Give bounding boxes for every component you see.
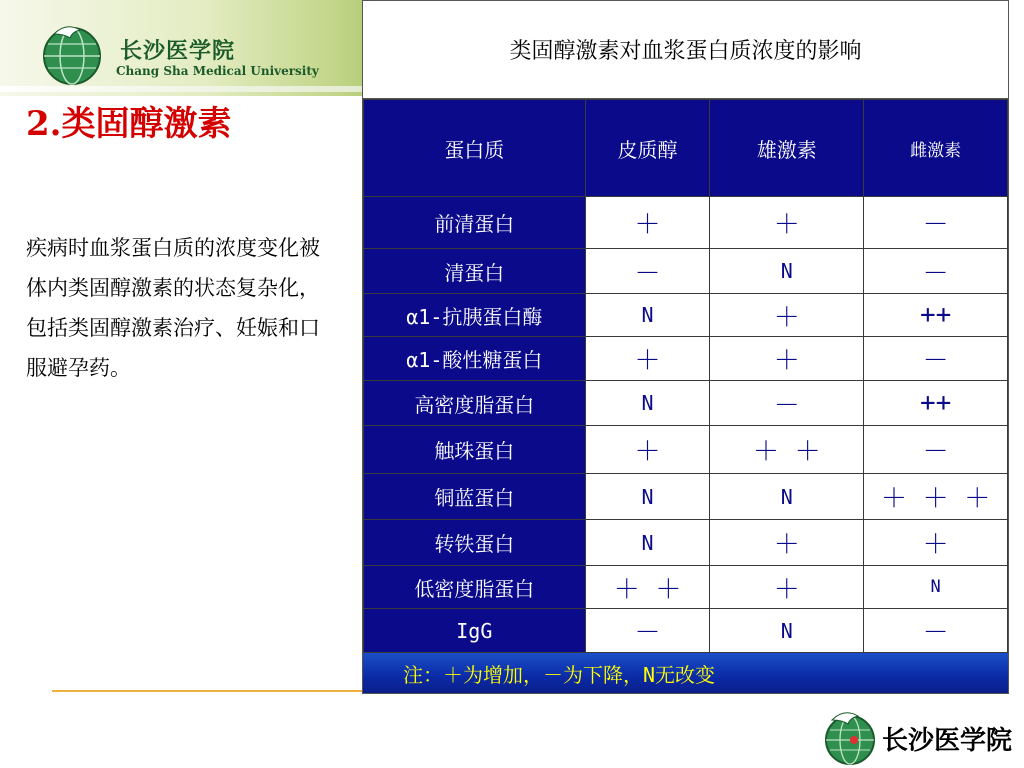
table-row [364, 426, 1008, 474]
androgen-effect: ＋ [710, 520, 864, 566]
cortisol-effect: － [585, 609, 710, 653]
androgen-effect: － [710, 381, 864, 426]
androgen-effect: ＋ ＋ [710, 426, 864, 474]
androgen-effect: ＋ [710, 294, 864, 337]
logo-english-name: Chang Sha Medical University [116, 64, 319, 78]
table-header-row [364, 100, 1008, 197]
estrogen-effect: － [864, 337, 1008, 381]
androgen-effect: ＋ [710, 566, 864, 609]
protein-name: 低密度脂蛋白 [364, 566, 586, 609]
protein-name: α1-酸性糖蛋白 [364, 337, 586, 381]
table-grid [363, 99, 1008, 653]
protein-name: α1-抗胰蛋白酶 [364, 294, 586, 337]
globe-dove-icon [818, 708, 880, 766]
cortisol-effect: ＋ ＋ [585, 566, 710, 609]
cortisol-effect: － [585, 249, 710, 294]
androgen-effect: N [710, 609, 864, 653]
logo-chinese-name: 长沙医学院 [120, 39, 236, 64]
table-row [364, 609, 1008, 653]
cortisol-effect: ＋ [585, 197, 710, 249]
protein-name: 铜蓝蛋白 [364, 474, 586, 520]
protein-name: 转铁蛋白 [364, 520, 586, 566]
androgen-effect: N [710, 249, 864, 294]
cortisol-effect: ＋ [585, 426, 710, 474]
estrogen-effect: － [864, 197, 1008, 249]
header-androgen: 雄激素 [710, 100, 864, 197]
table-note: 注：＋为增加，－为下降，N无改变 [363, 653, 1008, 693]
protein-name: 清蛋白 [364, 249, 586, 294]
protein-name: IgG [364, 609, 586, 653]
footer-logo-text: 长沙医学院 [882, 726, 1013, 756]
estrogen-effect: ++ [864, 294, 1008, 337]
table-row [364, 474, 1008, 520]
table-row [364, 566, 1008, 609]
header-protein: 蛋白质 [364, 100, 586, 197]
university-logo [36, 12, 356, 88]
protein-name: 高密度脂蛋白 [364, 381, 586, 426]
protein-name: 前清蛋白 [364, 197, 586, 249]
cortisol-effect: N [585, 381, 710, 426]
slide-title: 2.类固醇激素 [26, 104, 232, 144]
body-paragraph: 疾病时血浆蛋白质的浓度变化被体内类固醇激素的状态复杂化，包括类固醇激素治疗、妊娠和口服避孕药。 [26, 236, 320, 380]
table-row [364, 294, 1008, 337]
divider-line [52, 690, 364, 692]
protein-name: 触珠蛋白 [364, 426, 586, 474]
estrogen-effect: － [864, 249, 1008, 294]
estrogen-effect: N [864, 566, 1008, 609]
table-row [364, 381, 1008, 426]
table-row [364, 249, 1008, 294]
cortisol-effect: ＋ [585, 337, 710, 381]
androgen-effect: ＋ [710, 337, 864, 381]
estrogen-effect: ＋ ＋ ＋ [864, 474, 1008, 520]
estrogen-effect: ＋ [864, 520, 1008, 566]
cortisol-effect: N [585, 520, 710, 566]
table-row [364, 197, 1008, 249]
androgen-effect: ＋ [710, 197, 864, 249]
header-cortisol: 皮质醇 [585, 100, 710, 197]
androgen-effect: N [710, 474, 864, 520]
footer-logo [818, 704, 1018, 768]
globe-dove-icon [36, 20, 106, 86]
estrogen-effect: － [864, 609, 1008, 653]
hormone-effect-table [362, 0, 1009, 694]
cortisol-effect: N [585, 474, 710, 520]
estrogen-effect: ++ [864, 381, 1008, 426]
table-row [364, 337, 1008, 381]
table-row [364, 520, 1008, 566]
table-caption: 类固醇激素对血浆蛋白质浓度的影响 [363, 1, 1008, 99]
cortisol-effect: N [585, 294, 710, 337]
estrogen-effect: － [864, 426, 1008, 474]
header-estrogen: 雌激素 [864, 100, 1008, 197]
